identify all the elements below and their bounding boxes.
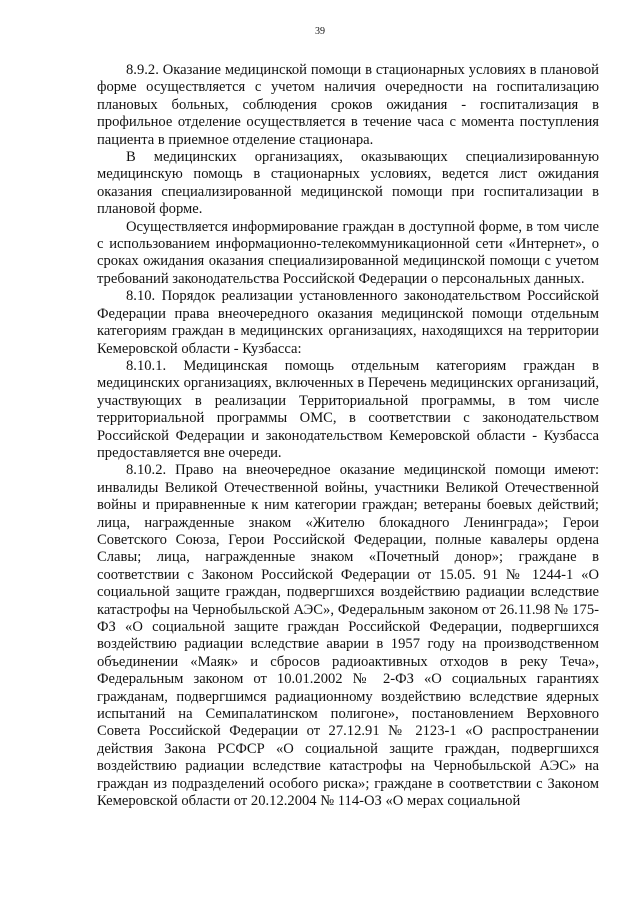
paragraph-informing: Осуществляется информирование граждан в доступной форме, в том числе с использованием информационно-телекоммуникационной сети «Интернет», о сроках ожидания оказания специализированной медицинской помощи с учетом требований законодательства Российской Федерации о персональных данных. [97,218,599,287]
page-number: 39 [315,26,325,37]
paragraph-8-10-1: 8.10.1. Медицинская помощь отдельным категориям граждан в медицинских организациях, включенных в Перечень медицинских организаций, участвующих в реализации Территориальной программы, в том числе территориальной программы ОМС, в соответствии с законодательством Российской Федерации и законодательством Кемеровской области - Кузбасса предоставляется вне очереди. [97,357,599,461]
paragraph-waiting-list: В медицинских организациях, оказывающих специализированную медицинскую помощь в стационарных условиях, ведется лист ожидания оказания специализированной медицинской помощи при госпитализации в плановой форме. [97,149,599,218]
document-body [97,62,599,810]
paragraph-8-10-2: 8.10.2. Право на внеочередное оказание медицинской помощи имеют: инвалиды Великой Отечественной войны, участники Великой Отечественной войны и приравненные к ним категории граждан; ветераны боевых действий; лица, награжденные знаком «Жителю блокадного Ленинграда»; Герои Советского Союза, Герои Российской Федерации, полные кавалеры ордена Славы; лица, награжденные знаком «Почетный донор»; граждане в соответствии с Законом Российской Федерации от 15.05. 91 № 1244-1 «О социальной защите граждан, подвергшихся воздействию радиации вследствие катастрофы на Чернобыльской АЭС», Федеральным законом от 26.11.98 № 175-ФЗ «О социальной защите граждан Российской Федерации, подвергшихся воздействию радиации вследствие аварии в 1957 году на производственном объединении «Маяк» и сбросов радиоактивных отходов в реку Теча», Федеральным законом от 10.01.2002 № 2-ФЗ «О социальных гарантиях гражданам, подвергшимся радиационному воздействию вследствие ядерных испытаний на Семипалатинском полигоне», постановлением Верховного Совета Российской Федерации от 27.12.91 № 2123-1 «О распространении действия Закона РСФСР «О социальной защите граждан, подвергшихся воздействию радиации вследствие катастрофы на Чернобыльской АЭС» на граждан из подразделений особого риска»; граждане в соответствии с Законом Кемеровской области от 20.12.2004 № 114-ОЗ «О мерах социальной [97,462,599,810]
paragraph-8-10: 8.10. Порядок реализации установленного законодательством Российской Федерации права внеочередного оказания медицинской помощи отдельным категориям граждан в медицинских организациях, находящихся на территории Кемеровской области - Кузбасса: [97,288,599,357]
paragraph-8-9-2: 8.9.2. Оказание медицинской помощи в стационарных условиях в плановой форме осуществляется с учетом наличия очередности на госпитализацию плановых больных, соблюдения сроков ожидания - госпитализация в профильное отделение осуществляется в течение часа с момента поступления пациента в приемное отделение стационара. [97,62,599,148]
